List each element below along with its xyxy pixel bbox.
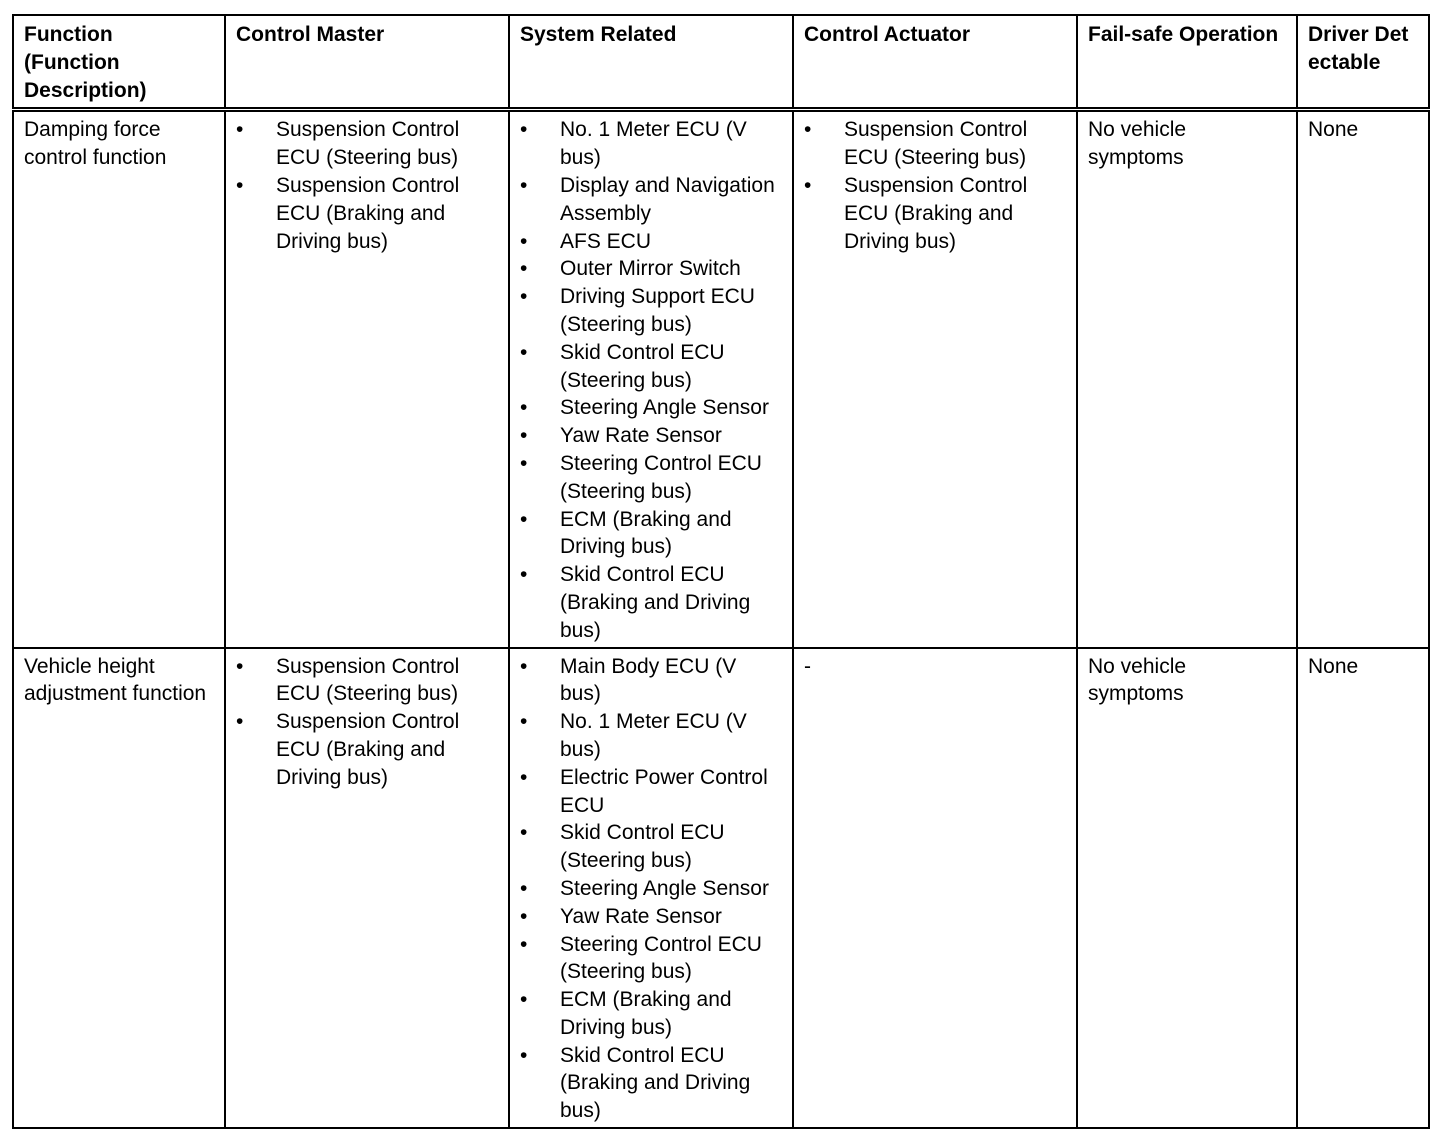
list-item: [520, 422, 782, 450]
list-item: [236, 653, 498, 709]
list-item-text: No. 1 Meter ECU (V bus): [560, 118, 747, 170]
bullet-icon: •: [236, 710, 244, 734]
list-item: [520, 116, 782, 172]
bullet-icon: •: [520, 821, 528, 845]
table-header-row: [13, 15, 1429, 110]
bullet-icon: •: [520, 340, 528, 364]
bullet-icon: •: [520, 507, 528, 531]
bullet-icon: •: [520, 118, 528, 142]
list-item-text: Electric Power Control ECU: [560, 765, 768, 817]
header-control-actuator: Control Actuator: [793, 15, 1077, 110]
bullet-icon: •: [520, 396, 528, 420]
list-item-text: Steering Control ECU (Steering bus): [560, 451, 762, 503]
list-item-text: Suspension Control ECU (Braking and Driving bus): [276, 173, 460, 253]
header-driver-detectable: Driver Detectable: [1297, 15, 1429, 110]
bullet-icon: •: [236, 654, 244, 678]
system-related-list: [520, 653, 782, 1126]
bullet-icon: •: [520, 765, 528, 789]
list-item: [520, 339, 782, 395]
control-actuator-cell: -: [793, 648, 1077, 1129]
bullet-icon: •: [520, 710, 528, 734]
list-item-text: Suspension Control ECU (Steering bus): [276, 654, 460, 706]
bullet-icon: •: [520, 451, 528, 475]
system-related-list: [520, 116, 782, 644]
list-item: [520, 903, 782, 931]
list-item: [236, 708, 498, 791]
header-fail-safe: Fail-safe Operation: [1077, 15, 1297, 110]
list-item-text: Outer Mirror Switch: [560, 257, 741, 281]
driver-detectable-cell: None: [1297, 648, 1429, 1129]
system-related-cell: [509, 110, 793, 648]
list-item-text: Skid Control ECU (Steering bus): [560, 340, 725, 392]
fail-safe-cell: No vehicle symptoms: [1077, 648, 1297, 1129]
list-item: [520, 986, 782, 1042]
system-related-cell: [509, 648, 793, 1129]
bullet-icon: •: [520, 563, 528, 587]
function-table: [12, 14, 1430, 1129]
list-item: [520, 506, 782, 562]
control-actuator-list: [804, 116, 1066, 255]
list-item-text: No. 1 Meter ECU (V bus): [560, 710, 747, 761]
list-item-text: ECM (Braking and Driving bus): [560, 988, 732, 1039]
list-item: [804, 116, 1066, 172]
list-item-text: Yaw Rate Sensor: [560, 904, 722, 928]
list-item-text: Steering Angle Sensor: [560, 396, 769, 420]
list-item-text: Display and Navigation Assembly: [560, 173, 775, 225]
list-item-text: AFS ECU: [560, 229, 652, 253]
bullet-icon: •: [520, 988, 528, 1012]
bullet-icon: •: [520, 932, 528, 956]
list-item: [520, 228, 782, 256]
list-item: [520, 931, 782, 987]
header-control-master: Control Master: [225, 15, 509, 110]
bullet-icon: •: [520, 904, 528, 928]
list-item-text: Steering Control ECU (Steering bus): [560, 932, 762, 984]
bullet-icon: •: [520, 257, 528, 281]
list-item-text: Skid Control ECU (Braking and Driving bus): [560, 1043, 751, 1123]
list-item: [520, 394, 782, 422]
control-master-list: [236, 116, 498, 255]
list-item: [520, 172, 782, 228]
list-item-text: Skid Control ECU (Braking and Driving bus): [560, 563, 751, 642]
list-item: [520, 819, 782, 875]
list-item-text: Driving Support ECU (Steering bus): [560, 285, 755, 336]
list-item: [520, 283, 782, 339]
control-actuator-cell: [793, 110, 1077, 648]
list-item-text: Skid Control ECU (Steering bus): [560, 821, 725, 873]
control-master-list: [236, 653, 498, 792]
bullet-icon: •: [236, 118, 244, 142]
bullet-icon: •: [804, 173, 812, 197]
control-master-cell: [225, 648, 509, 1129]
list-item: [804, 172, 1066, 255]
list-item: [520, 450, 782, 506]
control-master-cell: [225, 110, 509, 648]
bullet-icon: •: [520, 229, 528, 253]
list-item-text: Yaw Rate Sensor: [560, 424, 722, 448]
list-item: [520, 561, 782, 644]
list-item-text: Suspension Control ECU (Steering bus): [276, 118, 460, 170]
list-item-text: Suspension Control ECU (Steering bus): [844, 118, 1028, 170]
function-cell: Damping force control function: [13, 110, 225, 648]
table-row: [13, 648, 1429, 1129]
bullet-icon: •: [804, 118, 812, 142]
fail-safe-cell: No vehicle symptoms: [1077, 110, 1297, 648]
header-function: Function (Function Description): [13, 15, 225, 110]
function-cell: Vehicle height adjustment function: [13, 648, 225, 1129]
list-item-text: Main Body ECU (V bus): [560, 654, 737, 706]
list-item: [520, 875, 782, 903]
list-item-text: ECM (Braking and Driving bus): [560, 507, 732, 559]
list-item: [236, 172, 498, 255]
driver-detectable-cell: None: [1297, 110, 1429, 648]
list-item-text: Steering Angle Sensor: [560, 876, 769, 900]
list-item: [520, 653, 782, 709]
bullet-icon: •: [236, 173, 244, 197]
list-item: [520, 1042, 782, 1125]
bullet-icon: •: [520, 173, 528, 197]
bullet-icon: •: [520, 285, 528, 309]
bullet-icon: •: [520, 424, 528, 448]
list-item: [520, 708, 782, 764]
list-item: [520, 764, 782, 820]
list-item: [236, 116, 498, 172]
bullet-icon: •: [520, 876, 528, 900]
list-item: [520, 255, 782, 283]
bullet-icon: •: [520, 654, 528, 678]
header-system-related: System Related: [509, 15, 793, 110]
list-item-text: Suspension Control ECU (Braking and Driving bus): [844, 173, 1028, 253]
table-row: [13, 110, 1429, 648]
list-item-text: Suspension Control ECU (Braking and Driving bus): [276, 710, 460, 789]
bullet-icon: •: [520, 1043, 528, 1067]
